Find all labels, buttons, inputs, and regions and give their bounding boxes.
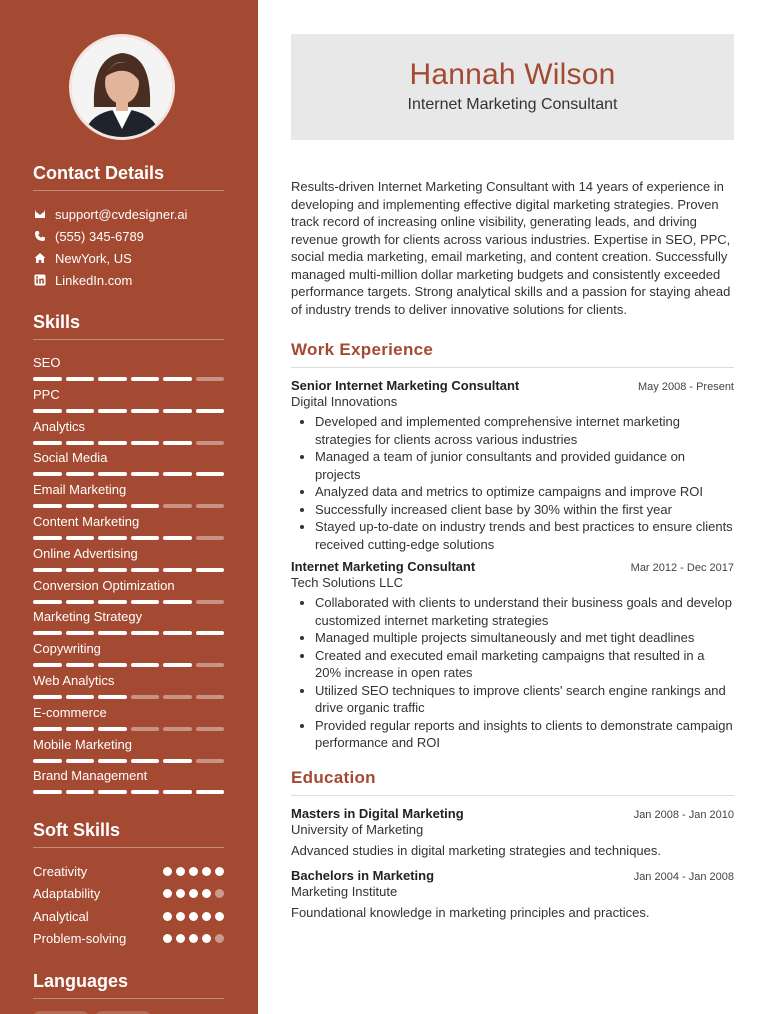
skill-level-bar (33, 727, 224, 731)
skill-bar-segment (163, 504, 192, 508)
skill-bar-segment (98, 377, 127, 381)
skill-bar-segment (33, 600, 62, 604)
education-list (291, 806, 734, 920)
main-content (291, 34, 734, 926)
soft-skill-rating (163, 867, 224, 876)
contact-section (33, 163, 224, 291)
skill-bar-segment (33, 695, 62, 699)
skill-item (33, 416, 224, 448)
education-header (291, 868, 734, 883)
skill-bar-segment (131, 600, 160, 604)
skill-bar-segment (131, 377, 160, 381)
soft-skill-item (33, 905, 224, 928)
skill-bar-segment (33, 441, 62, 445)
skill-bar-segment (163, 631, 192, 635)
skill-bar-segment (196, 631, 225, 635)
skill-bar-segment (163, 695, 192, 699)
skill-name: Email Marketing (33, 482, 127, 498)
education-heading: Education (291, 768, 734, 796)
skill-level-bar (33, 600, 224, 604)
skill-name: Copywriting (33, 641, 101, 657)
skill-bar-segment (131, 790, 160, 794)
job-bullet: • Provided regular reports and insights to clients to demonstrate campaign performance and ROI (315, 717, 734, 752)
linkedin-icon (33, 273, 47, 287)
skill-item (33, 575, 224, 607)
sidebar (0, 0, 258, 1014)
skill-bar-segment (98, 663, 127, 667)
job-bullet: • Analyzed data and metrics to optimize campaigns and improve ROI (315, 483, 734, 501)
job-bullet: • Successfully increased client base by 30% within the first year (315, 501, 734, 519)
skill-bar-segment (196, 663, 225, 667)
job-bullets (291, 594, 734, 752)
skill-name: Online Advertising (33, 545, 138, 561)
skill-bar-segment (66, 441, 95, 445)
education-entry (291, 868, 734, 920)
rating-dot (176, 867, 185, 876)
skill-bar-segment (163, 790, 192, 794)
education-degree: Bachelors in Marketing (291, 867, 435, 883)
soft-skills-heading: Soft Skills (33, 820, 224, 848)
skill-bar-segment (196, 409, 225, 413)
skill-bar-segment (163, 600, 192, 604)
skill-name: Mobile Marketing (33, 736, 132, 752)
skill-bar-segment (98, 695, 127, 699)
skill-bar-segment (131, 472, 160, 476)
skill-bar-segment (98, 536, 127, 540)
education-date: Jan 2008 - Jan 2010 (633, 808, 734, 821)
skill-bar-segment (33, 759, 62, 763)
job-title: Senior Internet Marketing Consultant (291, 378, 520, 393)
job-title: Internet Marketing Consultant (291, 559, 476, 574)
skill-item (33, 670, 224, 702)
skill-bar-segment (98, 600, 127, 604)
skill-bar-segment (131, 409, 160, 413)
rating-dot (176, 889, 185, 898)
skill-item (33, 734, 224, 766)
skill-item (33, 384, 224, 416)
skill-bar-segment (131, 631, 160, 635)
skill-bar-segment (196, 695, 225, 699)
contact-phone[interactable] (33, 225, 224, 247)
skill-bar-segment (98, 568, 127, 572)
job-bullet: • Collaborated with clients to understand their business goals and develop customized internet marketing strategies (315, 594, 734, 629)
job-company: Tech Solutions LLC (291, 575, 404, 590)
skill-bar-segment (163, 472, 192, 476)
skill-level-bar (33, 663, 224, 667)
skill-bar-segment (196, 600, 225, 604)
skill-bar-segment (66, 695, 95, 699)
skill-item (33, 606, 224, 638)
skill-bar-segment (163, 536, 192, 540)
skill-bar-segment (196, 377, 225, 381)
skill-item (33, 765, 224, 797)
rating-dot (163, 912, 172, 921)
skill-bar-segment (33, 790, 62, 794)
skill-bar-segment (196, 759, 225, 763)
rating-dot (176, 912, 185, 921)
education-school: Marketing Institute (291, 883, 398, 899)
skill-bar-segment (163, 759, 192, 763)
skill-bar-segment (66, 536, 95, 540)
skill-bar-segment (66, 409, 95, 413)
skill-bar-segment (33, 568, 62, 572)
job-bullet: • Utilized SEO techniques to improve clients' search engine rankings and drive organic traffic (315, 682, 734, 717)
soft-skills-list (33, 860, 224, 950)
contact-phone-text: (555) 345-6789 (55, 228, 144, 244)
rating-dot (189, 934, 198, 943)
skill-bar-segment (33, 631, 62, 635)
skill-bar-segment (66, 472, 95, 476)
skill-bar-segment (196, 472, 225, 476)
skill-level-bar (33, 631, 224, 635)
work-section (291, 340, 734, 752)
skill-bar-segment (98, 631, 127, 635)
skills-section (33, 312, 224, 797)
skill-bar-segment (98, 472, 127, 476)
skill-bar-segment (66, 759, 95, 763)
rating-dot (189, 867, 198, 876)
skill-bar-segment (131, 504, 160, 508)
jobs-list (291, 378, 734, 752)
skill-bar-segment (131, 727, 160, 731)
skill-bar-segment (66, 631, 95, 635)
skill-bar-segment (33, 472, 62, 476)
skill-bar-segment (66, 727, 95, 731)
skill-bar-segment (196, 504, 225, 508)
skill-bar-segment (131, 759, 160, 763)
skill-bar-segment (33, 727, 62, 731)
skill-level-bar (33, 695, 224, 699)
job-entry (291, 559, 734, 752)
soft-skill-item (33, 883, 224, 906)
skill-name: Social Media (33, 450, 108, 466)
skill-bar-segment (163, 727, 192, 731)
skill-bar-segment (33, 663, 62, 667)
skills-list (33, 352, 224, 797)
skill-bar-segment (33, 536, 62, 540)
skill-bar-segment (131, 441, 160, 445)
skill-item (33, 702, 224, 734)
skill-bar-segment (98, 441, 127, 445)
job-company: Digital Innovations (291, 394, 398, 409)
candidate-name: Hannah Wilson (409, 58, 616, 91)
skill-bar-segment (163, 409, 192, 413)
skill-bar-segment (196, 568, 225, 572)
skill-bar-segment (163, 441, 192, 445)
rating-dot (163, 867, 172, 876)
rating-dot (189, 889, 198, 898)
profile-photo (72, 37, 172, 137)
skill-name: Brand Management (33, 768, 148, 784)
skill-level-bar (33, 790, 224, 794)
job-bullet: • Stayed up-to-date on industry trends and best practices to ensure clients received cutting-edge solutions (315, 518, 734, 553)
work-heading: Work Experience (291, 340, 734, 368)
rating-dot (202, 912, 211, 921)
avatar (69, 34, 175, 140)
skill-bar-segment (163, 663, 192, 667)
phone-icon (33, 229, 47, 243)
rating-dot (215, 867, 224, 876)
contact-heading: Contact Details (33, 163, 224, 191)
soft-skill-name: Analytical (33, 908, 89, 924)
education-degree: Masters in Digital Marketing (291, 805, 464, 821)
soft-skills-section (33, 820, 224, 950)
skill-name: Marketing Strategy (33, 609, 143, 625)
contact-location (33, 247, 224, 269)
contact-email[interactable] (33, 203, 224, 225)
skill-name: Content Marketing (33, 513, 140, 529)
skill-bar-segment (196, 441, 225, 445)
skill-bar-segment (196, 727, 225, 731)
skill-level-bar (33, 409, 224, 413)
soft-skill-rating (163, 912, 224, 921)
skill-level-bar (33, 441, 224, 445)
skill-level-bar (33, 568, 224, 572)
skill-item (33, 352, 224, 384)
languages-heading: Languages (33, 971, 224, 999)
skill-level-bar (33, 504, 224, 508)
education-entry (291, 806, 734, 858)
contact-linkedin[interactable] (33, 269, 224, 291)
job-entry (291, 378, 734, 553)
soft-skill-rating (163, 889, 224, 898)
resume-header (291, 34, 734, 140)
skill-name: Web Analytics (33, 672, 115, 688)
job-bullets (291, 413, 734, 553)
skill-bar-segment (98, 409, 127, 413)
job-bullet: • Developed and implemented comprehensive internet marketing strategies for clients across various industries (315, 413, 734, 448)
education-section (291, 768, 734, 920)
skill-item (33, 511, 224, 543)
skill-bar-segment (163, 568, 192, 572)
skill-bar-segment (33, 377, 62, 381)
skill-bar-segment (98, 759, 127, 763)
rating-dot (215, 912, 224, 921)
skill-item (33, 479, 224, 511)
job-bullet: • Managed multiple projects simultaneously and met tight deadlines (315, 629, 734, 647)
email-icon (33, 207, 47, 221)
job-header (291, 559, 734, 574)
skill-level-bar (33, 536, 224, 540)
skill-bar-segment (98, 727, 127, 731)
skill-level-bar (33, 759, 224, 763)
education-school: University of Marketing (291, 821, 424, 837)
skill-name: Analytics (33, 418, 86, 434)
skill-bar-segment (131, 695, 160, 699)
skill-bar-segment (66, 504, 95, 508)
skill-bar-segment (66, 600, 95, 604)
skill-name: Conversion Optimization (33, 577, 175, 593)
skill-bar-segment (131, 536, 160, 540)
skill-item (33, 543, 224, 575)
education-header (291, 806, 734, 821)
skill-item (33, 638, 224, 670)
soft-skill-name: Problem-solving (33, 931, 127, 947)
rating-dot (215, 889, 224, 898)
rating-dot (163, 934, 172, 943)
skill-level-bar (33, 377, 224, 381)
soft-skill-rating (163, 934, 224, 943)
skill-bar-segment (163, 377, 192, 381)
skill-bar-segment (66, 790, 95, 794)
rating-dot (215, 934, 224, 943)
skill-bar-segment (196, 536, 225, 540)
skill-item (33, 447, 224, 479)
job-bullet: • Managed a team of junior consultants and provided guidance on projects (315, 448, 734, 483)
job-date: Mar 2012 - Dec 2017 (630, 562, 734, 574)
rating-dot (202, 889, 211, 898)
skill-bar-segment (33, 504, 62, 508)
skill-bar-segment (131, 568, 160, 572)
skill-bar-segment (66, 377, 95, 381)
job-header (291, 378, 734, 393)
contact-email-text: support@cvdesigner.ai (55, 206, 188, 222)
skill-bar-segment (131, 663, 160, 667)
skill-bar-segment (66, 568, 95, 572)
summary: Results-driven Internet Marketing Consultant with 14 years of experience in developing and implementing effective digital marketing strategies. Proven track record of increasing online visibility, generating leads, and driving revenue growth for clients across various industries. Expertise in SEO, PPC, social media marketing, email marketing, and content creation. Successfully managed multi-million dollar marketing budgets and consistently exceeded performance targets. Strong analytical skills and a passion for staying ahead of industry trends to deliver innovative solutions for clients. (291, 179, 731, 317)
job-bullet: • Created and executed email marketing campaigns that resulted in a 20% increase in open rates (315, 647, 734, 682)
rating-dot (189, 912, 198, 921)
candidate-title: Internet Marketing Consultant (407, 96, 618, 113)
job-date: May 2008 - Present (638, 381, 734, 393)
skill-name: PPC (33, 386, 60, 402)
skill-bar-segment (98, 504, 127, 508)
soft-skill-name: Adaptability (33, 886, 101, 902)
contact-linkedin-text: LinkedIn.com (55, 272, 133, 288)
skill-name: SEO (33, 355, 61, 370)
skill-bar-segment (66, 663, 95, 667)
contact-location-text: NewYork, US (55, 250, 132, 266)
soft-skill-item (33, 928, 224, 951)
soft-skill-name: Creativity (33, 863, 88, 879)
skills-heading: Skills (33, 312, 224, 340)
rating-dot (202, 934, 211, 943)
skill-name: E-commerce (33, 704, 107, 720)
rating-dot (202, 867, 211, 876)
rating-dot (163, 889, 172, 898)
languages-section (33, 971, 224, 1014)
skill-level-bar (33, 472, 224, 476)
rating-dot (176, 934, 185, 943)
skill-bar-segment (33, 409, 62, 413)
education-description: Foundational knowledge in marketing principles and practices. (291, 904, 650, 920)
home-icon (33, 251, 47, 265)
skill-bar-segment (196, 790, 225, 794)
skill-bar-segment (98, 790, 127, 794)
education-description: Advanced studies in digital marketing strategies and techniques. (291, 842, 661, 858)
education-date: Jan 2004 - Jan 2008 (633, 870, 734, 883)
soft-skill-item (33, 860, 224, 883)
